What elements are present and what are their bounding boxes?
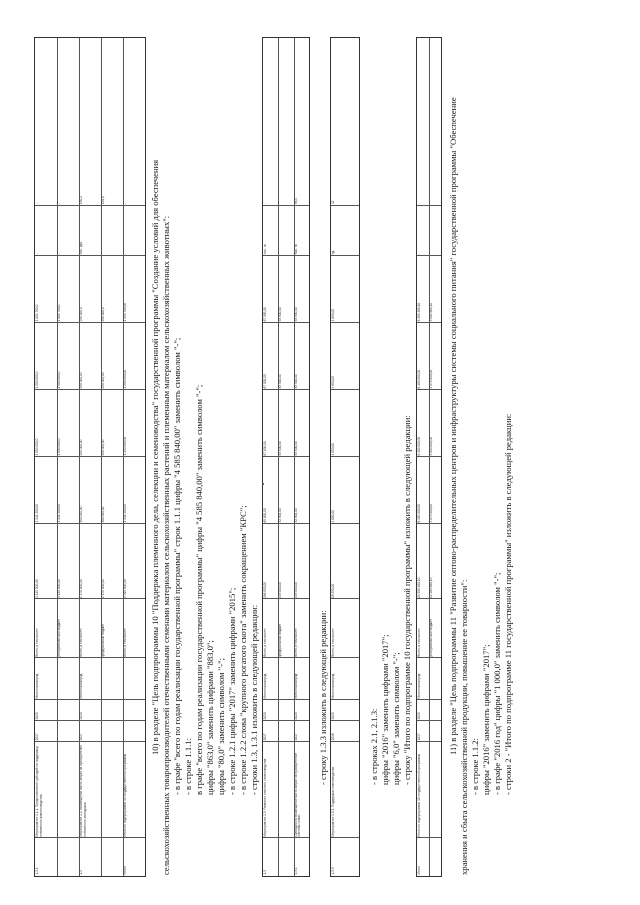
table-column-divider	[331, 523, 359, 524]
paragraph-11-title-cont: хранения и сбыта сельскохозяйственной продукции, повышение ее товарности":	[459, 579, 469, 875]
table-cell: 1 170 000,00	[79, 579, 83, 598]
instruction-line: - строки 2 - "Итого по подпрограмме 11 государственной программы" изложить в следующей редакции:	[503, 413, 513, 795]
table-cell: 3 050 000,00	[429, 436, 433, 456]
table-column-divider	[35, 389, 145, 390]
table-cell: -	[123, 203, 127, 205]
table-column-divider	[35, 456, 145, 457]
instruction-line: цифры "863,0" заменить цифрами "883,0";	[205, 640, 215, 795]
instruction-line: - в строке 1.2.1 цифры "2017" заменить цифрами "2015";	[227, 587, 237, 795]
table-cell: 300 000,00	[101, 506, 105, 523]
table-cell: тыс. га	[293, 244, 298, 255]
table-column-divider	[35, 255, 145, 256]
table-column-divider	[35, 699, 145, 700]
table-cell: 2017	[293, 733, 298, 741]
table-cell: -	[35, 203, 39, 205]
table-cell: 290 000,00	[79, 372, 83, 389]
table-column-divider	[263, 598, 309, 599]
table-column-divider	[35, 322, 145, 323]
table-cell: 4 145 900,00	[57, 579, 61, 598]
table-cell: Мероприятие 1.3. Развитие элитного семеноводства	[263, 758, 267, 837]
table-column-divider	[35, 720, 145, 721]
table-cell: 290 000,00	[79, 439, 83, 456]
table-column-divider	[331, 598, 359, 599]
table-cell: Итого	[123, 866, 127, 875]
table-cell: 150,0	[79, 196, 83, 205]
table-cell: федеральный бюджет	[278, 623, 283, 657]
instruction-line: цифры "2016" заменить цифрами "2017";	[380, 634, 390, 785]
table-cell: 5 315 900,00	[123, 579, 127, 598]
instruction-line: - в строке 1.2.2 слова "крупного рогатого скота" заменить сокращением "КРС";	[238, 505, 248, 795]
table-cell: 1 000 000,0	[35, 438, 39, 456]
table-cell: 1 141 200,00	[57, 503, 61, 523]
table-cell: 96,0	[293, 197, 298, 205]
table-cell: Минсельхозпрод	[331, 673, 335, 699]
table-cell: 2020	[35, 712, 39, 720]
table-cell: 42	[331, 200, 335, 205]
table-cell: Минсельхозпрод	[263, 673, 267, 699]
table-column-divider	[263, 456, 309, 457]
table-cell: Мероприятие 1.2. Возмещение части затрат на приобретение племенного молодняка	[79, 744, 87, 837]
table-cell: 2020	[417, 712, 421, 720]
table-cell: 2017	[263, 733, 267, 741]
table-cell: -	[417, 253, 421, 255]
table-cell: Всего, в том числе:	[417, 628, 421, 657]
table-column-divider	[331, 205, 359, 206]
table-cell: 154,0	[101, 196, 105, 205]
table-column-divider	[263, 741, 309, 742]
table-column-divider	[35, 837, 145, 838]
table-cell: 3 075 000,00	[429, 369, 433, 389]
table-cell: 300 000,00	[79, 506, 83, 523]
table-cell: 1 004 700,0	[35, 304, 39, 322]
table-cell: тыс. га	[263, 244, 267, 255]
table-cell: 1 294 700,00	[123, 302, 127, 322]
table-cell: 290 000,0	[79, 307, 83, 322]
table-column-divider	[35, 598, 145, 599]
table-column-divider	[331, 699, 359, 700]
table-cell: Всего, в том числе:	[123, 628, 127, 657]
table-cell: 65 000,00	[263, 508, 267, 523]
paragraph-10-title-cont: сельскохозяйственных товаропроизводителей отечественными семенами материалом сельскохозяйственных растений и племенным материалом сельскохозяйственных животных":	[161, 215, 171, 875]
table-column-divider	[331, 456, 359, 457]
table-cell: 1 141 200,00	[35, 503, 39, 523]
table-cell: Итого по подпрограмме 10 государственной программы	[417, 753, 421, 837]
instruction-line: цифры "2016" заменить цифрами "2017";	[481, 644, 491, 795]
table-cell: 1 441 200,00	[123, 503, 127, 523]
table-cell: 6 150 000,00	[417, 503, 421, 523]
table-column-divider	[263, 523, 309, 524]
table-cell: 33 500,00	[293, 441, 298, 456]
table-cell: 6 150 000,00	[417, 369, 421, 389]
table-cell	[279, 743, 292, 836]
table-cell: 67 050,00	[263, 307, 267, 322]
table-cell: 4 650,00	[331, 309, 335, 322]
table-cell: 2020	[293, 712, 298, 720]
table-cell: Мероприятие 1.3.3. Поддержка семеноводства	[331, 766, 335, 837]
table-cell: 2020	[263, 712, 267, 720]
instruction-line: цифры "80,0" заменить символом "-";	[216, 658, 226, 795]
table-column-divider	[263, 322, 309, 323]
table-column-divider	[263, 657, 309, 658]
table-cell: 1 290 000,00	[123, 369, 127, 389]
table-cell: федеральный бюджет	[101, 623, 105, 657]
table-column-divider	[331, 322, 359, 323]
table-column-divider	[35, 205, 145, 206]
table-cell	[430, 743, 440, 836]
table-column-divider	[35, 657, 145, 658]
instruction-line: - строку "Итого по подпрограмме 10 государственной программы" изложить в следующей редакции:	[402, 415, 412, 785]
table-cell	[102, 743, 122, 836]
table-cell: Итого	[417, 866, 421, 875]
table-cell: 2017	[35, 733, 39, 741]
table-cell: Мероприятие 1.1.1. Предоставление субсидий на поддержку племенного животноводства	[35, 746, 43, 837]
table-column-divider	[331, 389, 359, 390]
table-cell: 4 145 900,00	[35, 579, 39, 598]
table-cell: 67 000,00	[263, 374, 267, 389]
scan-speck	[262, 483, 264, 485]
table-cell: 12 284 860,10	[429, 577, 433, 598]
table-cell: Субсидия на возмещение части затрат на приобретение элитных семян	[293, 752, 302, 837]
table-column-divider	[35, 741, 145, 742]
table-column-divider	[263, 205, 309, 206]
table-column-divider	[331, 741, 359, 742]
table-cell: 33 550,00	[293, 307, 298, 322]
table-cell: -	[35, 253, 39, 255]
table-cell: -	[57, 203, 61, 205]
table-column-divider	[331, 837, 359, 838]
table-cell: 1 290 000,00	[123, 436, 127, 456]
table-cell: 266 050,00	[263, 582, 267, 598]
table-cell: 133 050,00	[293, 582, 298, 598]
table-cell: 33 500,00	[278, 307, 283, 322]
table-cell: Минсельхозпрод	[417, 673, 421, 699]
table-subprogram-10-top	[34, 37, 146, 877]
table-cell: 1 004 700,0	[57, 304, 61, 322]
table-cell: 1 000 000,0	[57, 371, 61, 389]
table-cell: 290 000,00	[101, 439, 105, 456]
table-cell: республиканский бюджет	[57, 619, 61, 657]
paragraph-10-title: 10) в разделе "Цель подпрограммы 10 "Поддержка племенного дела, селекции и семеноводства" государственной программы "Создание условий для обеспечения	[150, 159, 160, 755]
table-cell: 33 500,00	[278, 441, 283, 456]
table-cell: Минсельхозпрод	[293, 673, 298, 699]
instruction-line: - в строке 1.1.1:	[183, 738, 193, 795]
instruction-line: в графе "всего по годам реализации государственной программы" цифры "4 585 840,00" заменить символом "-";	[194, 384, 204, 795]
table-cell: 6 100 000,00	[417, 436, 421, 456]
table-cell: 32 500,00	[293, 508, 298, 523]
table-cell: 24 550 460,10	[417, 577, 421, 598]
table-cell: -	[57, 253, 61, 255]
table-cell: 67 000,00	[263, 441, 267, 456]
table-column-divider	[331, 720, 359, 721]
table-cell: 1 000 000,0	[57, 438, 61, 456]
instruction-line: - в графе "2016 год" цифры "1 000,0" заменить символом "-";	[492, 572, 502, 795]
table-cell: 3 084 860,10	[429, 302, 433, 322]
table-cell: 4 650,00	[331, 376, 335, 389]
table-cell: Минсельхозпрод	[79, 673, 83, 699]
table-cell: Всего, в том числе:	[293, 628, 298, 657]
table-column-divider	[331, 255, 359, 256]
table-cell: 3 075 000,00	[429, 503, 433, 523]
table-column-divider	[263, 255, 309, 256]
table-cell: Итого по подпрограмме 10 государственной программы	[123, 753, 127, 837]
table-cell: 1 000 000,0	[35, 371, 39, 389]
table-cell: 33 500,00	[278, 374, 283, 389]
table-cell: республиканский бюджет	[429, 619, 433, 657]
table-cell: 1.3.3	[331, 867, 335, 875]
table-cell: Всего, в том числе:	[79, 628, 83, 657]
table-column-divider	[263, 720, 309, 721]
table-column-divider	[263, 837, 309, 838]
table-cell	[58, 743, 78, 836]
table-cell: 1.3	[263, 870, 267, 875]
table-cell: 1 170 000,00	[101, 579, 105, 598]
table-cell: Минсельхозпрод	[35, 673, 39, 699]
instruction-line: - строку 1.3.3 изложить в следующей редакции:	[318, 610, 328, 785]
table-cell: 2017	[417, 733, 421, 741]
table-cell: 290 000,0	[101, 307, 105, 322]
table-cell: 32 500,00	[278, 508, 283, 523]
instruction-line: - строки 1.3, 1.3.1 изложить в следующей редакции:	[249, 604, 259, 795]
table-cell: 133 000,00	[278, 582, 283, 598]
table-cell: 1.2	[79, 870, 83, 875]
table-cell: 6 150 460,10	[417, 302, 421, 322]
table-cell: -	[263, 203, 267, 205]
table-column-divider	[263, 389, 309, 390]
table-cell: ед.	[331, 249, 335, 255]
table-cell: 2020	[79, 712, 83, 720]
table-cell: -	[417, 203, 421, 205]
table-cell: тыс. руб.	[79, 241, 83, 255]
table-cell: 2016	[331, 733, 335, 741]
table-cell: Всего, в том числе:	[35, 628, 39, 657]
table-rows-1-3	[262, 37, 310, 877]
table-total-subprogram-10	[416, 37, 442, 877]
table-column-divider	[35, 523, 145, 524]
paragraph-11-title: 11) в разделе "Цель подпрограммы 11 "Развитие оптово-распределительных центров и инфраструктуры системы социального питания" государственной программы "Обеспечение	[448, 97, 458, 755]
table-cell: 1.1.1	[35, 867, 39, 875]
instruction-line: - в строках 2.1, 2.1.3:	[369, 708, 379, 785]
table-cell: Всего, в том числе:	[331, 628, 335, 657]
table-cell: 2020	[331, 712, 335, 720]
table-cell: 4 650,00	[331, 443, 335, 456]
instruction-line: цифры "6,0" заменить символом "-";	[391, 652, 401, 785]
table-cell: 4 600,00	[331, 510, 335, 523]
table-cell: 290 000,00	[101, 372, 105, 389]
table-cell: 1.3.1	[293, 867, 298, 875]
table-column-divider	[263, 699, 309, 700]
table-cell: -	[123, 253, 127, 255]
table-cell: 2017	[79, 733, 83, 741]
table-cell: 33 500,00	[293, 374, 298, 389]
table-cell: 18 550,00	[331, 583, 335, 598]
instruction-line: - в строке 1.1.2:	[470, 738, 480, 795]
table-cell: Всего, в том числе:	[263, 628, 267, 657]
instruction-line: - в графе "всего по годам реализации государственной программы" строк 1.1.1 цифры "4 585 840,00" заменить символом "-";	[172, 337, 182, 795]
table-column-divider	[331, 657, 359, 658]
table-row-1-3-3	[330, 37, 360, 877]
